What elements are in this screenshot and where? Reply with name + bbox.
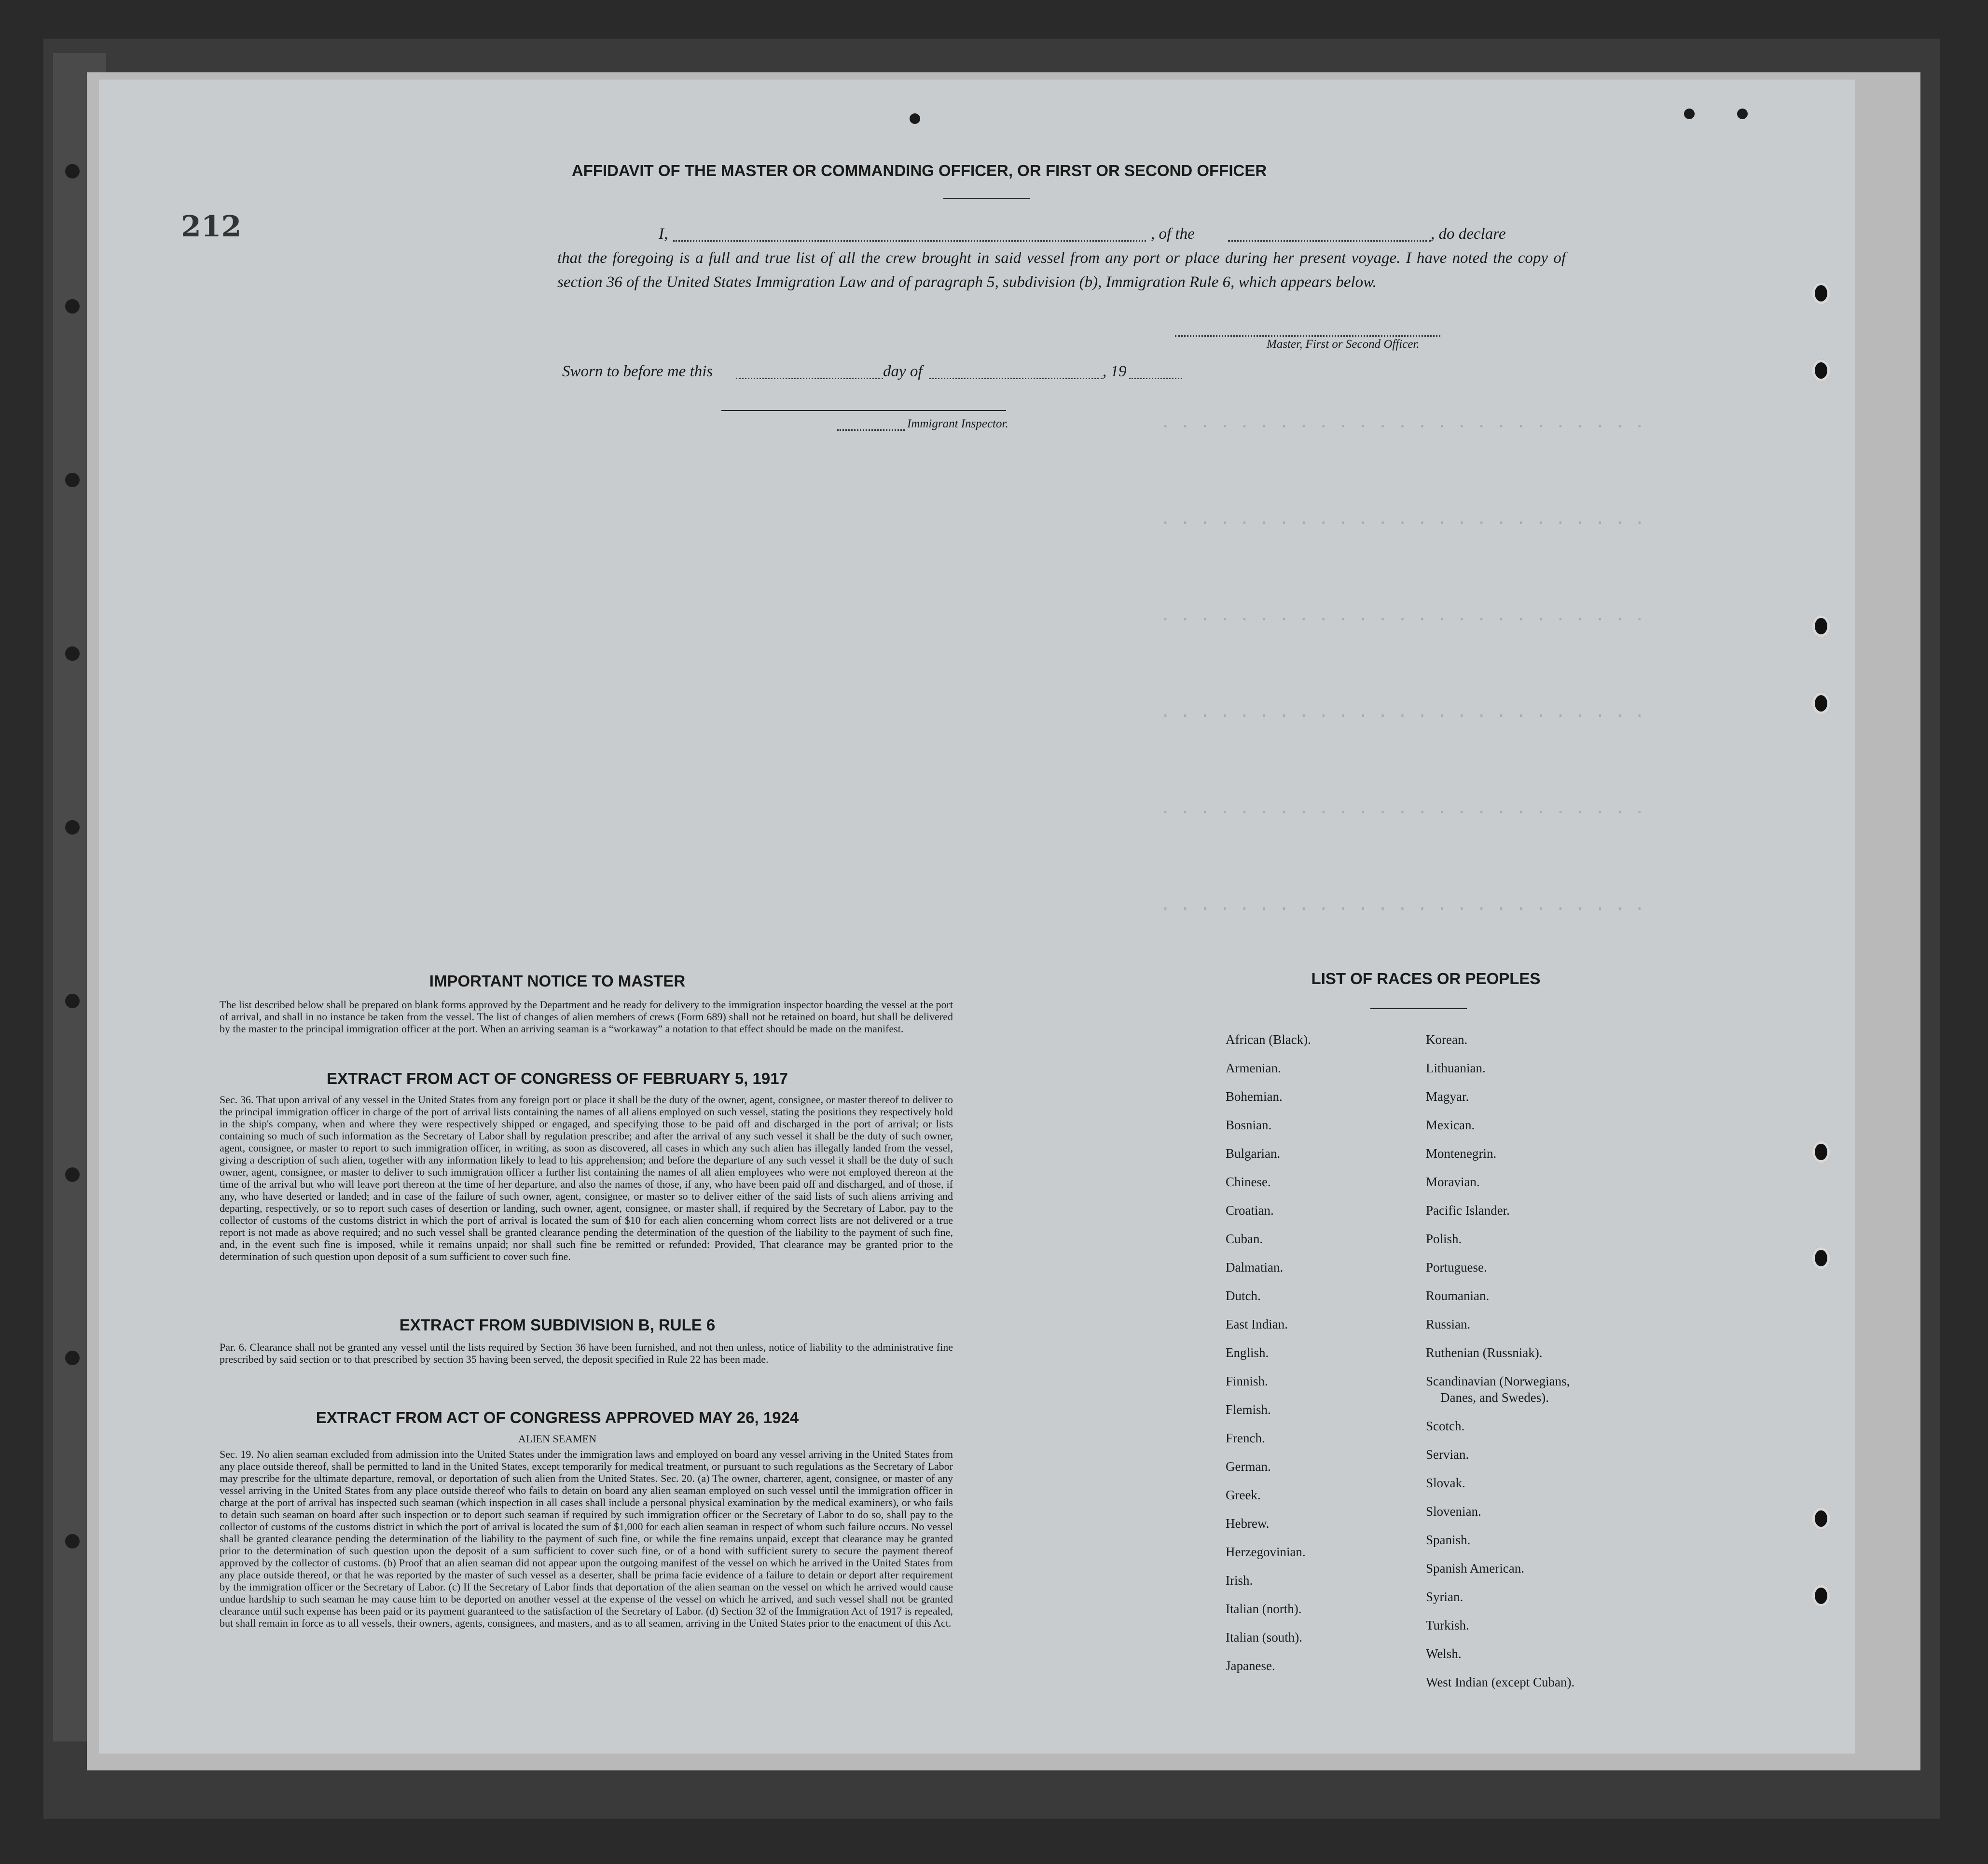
ring-hole: [1812, 1141, 1830, 1163]
inspector-signature-blank: [837, 429, 905, 431]
race-item: East Indian.: [1226, 1317, 1288, 1331]
race-item: French.: [1226, 1431, 1265, 1445]
binder-hole: [65, 299, 80, 314]
extract-1924-title: EXTRACT FROM ACT OF CONGRESS APPROVED MAY 26, 1924: [316, 1409, 799, 1426]
race-item: Spanish.: [1426, 1533, 1471, 1547]
race-item: Servian.: [1426, 1447, 1469, 1462]
race-item: Flemish.: [1226, 1402, 1271, 1417]
race-item: Chinese.: [1226, 1175, 1271, 1189]
notice-title: IMPORTANT NOTICE TO MASTER: [429, 972, 686, 990]
race-item: Polish.: [1426, 1232, 1462, 1246]
races-rule: [1370, 1008, 1467, 1009]
ring-hole: [1812, 1585, 1830, 1607]
affidavit-i-label: I,: [659, 225, 668, 243]
ring-hole: [1812, 282, 1830, 304]
race-item: Bulgarian.: [1226, 1146, 1281, 1161]
extract-rule6-body: Par. 6. Clearance shall not be granted any vessel until the lists required by Section 36 have been furnished, and not then unless, notice of liability to the administrative fine prescribed by said section or to that prescribed by section 35 having been served, the deposit specified in Rule 22 has been made.: [220, 1341, 953, 1365]
sworn-year-label: , 19: [1103, 363, 1127, 380]
punch-hole: [1684, 109, 1695, 119]
title-rule: [943, 198, 1030, 199]
binder-hole: [65, 164, 80, 178]
race-item: Bosnian.: [1226, 1118, 1272, 1132]
race-item: Korean.: [1426, 1032, 1468, 1047]
race-item: Greek.: [1226, 1488, 1261, 1502]
race-item: Mexican.: [1426, 1118, 1475, 1132]
extract-rule6-title: EXTRACT FROM SUBDIVISION B, RULE 6: [399, 1316, 716, 1334]
bleed-through-text: . . . . . . . . . . . . . . . . . . . . . . . . .: [1160, 895, 1645, 914]
race-item: Dutch.: [1226, 1288, 1261, 1303]
extract-1917-title: EXTRACT FROM ACT OF CONGRESS OF FEBRUARY 5, 1917: [327, 1069, 788, 1087]
race-item: Welsh.: [1426, 1646, 1462, 1661]
officer-signature-label: Master, First or Second Officer.: [1267, 338, 1420, 351]
race-item: Montenegrin.: [1426, 1146, 1497, 1161]
sworn-day-blank: [736, 378, 883, 379]
race-item: Finnish.: [1226, 1374, 1268, 1388]
page-number: 212: [181, 210, 242, 244]
race-item: Bohemian.: [1226, 1089, 1283, 1104]
race-item: Japanese.: [1226, 1658, 1275, 1673]
binder-hole: [65, 473, 80, 487]
race-item: Ruthenian (Russniak).: [1426, 1345, 1543, 1360]
bleed-through-text: . . . . . . . . . . . . . . . . . . . . . . . . .: [1160, 412, 1645, 432]
punch-hole: [910, 113, 920, 124]
notice-body: The list described below shall be prepared on blank forms approved by the Department and be ready for delivery to the immigration inspector boarding the vessel at the port of arrival, and shall in no instance be taken from the vessel. The list of changes of alien members of crews (Form 689) shall not be retained on board, but shall be delivered by the master to the principal immigration officer at the port. When an arriving seaman is a “workaway” a notation to that effect should be made on the manifest.: [220, 999, 953, 1035]
extract-1924-body: Sec. 19. No alien seaman excluded from admission into the United States under the immigration laws and employed on board any vessel arriving in the United States from any place outside thereof, shall be permitted to land in the United States, except temporarily for medical treatment, or pursuant to such regulations as the Secretary of Labor may prescribe for the ultimate departure, removal, or deportation of such alien from the United States. Sec. 20. (a) The owner, charterer, agent, consignee, or master of any vessel arriving in the United States from any place outside thereof who fails to detain on board any alien seaman employed on such vessel until the immigration officer in charge at the port of arrival has inspected such seaman (which inspection in all cases shall include a personal physical examination by the medical examiners), or who fails to detain such seaman on board after such inspection or to deport such seaman if required by such immigration officer or the Secretary of Labor to do so, shall pay to the collector of customs of the customs district in which the port of arrival is located the sum of $1,000 for each alien seaman in respect of whom such failure occurs. No vessel shall be granted clearance pending the determination of the liability to the payment of such fine, or while the fine remains unpaid, except that clearance may be granted prior to the determination of such question upon the deposit of a sum sufficient to cover such fine, or of a bond with sufficient surety to secure the payment thereof approved by the collector of customs. (b) Proof that an alien seaman did not appear upon the outgoing manifest of the vessel on which he arrived in the United States from any place outside thereof, or that he was reported by the master of such vessel as a deserter, shall be prima facie evidence of a failure to detain or deport after requirement by the immigration officer or the Secretary of Labor. (c) If the Secretary of Labor finds that deportation of the alien seaman on the vessel on which he arrived would cause undue hardship to such seaman he may cause him to be deported on another vessel at the expense of the vessel on which he arrived, and such vessel shall not be granted clearance until such expense has been paid or its payment guaranteed to the satisfaction of the Secretary of Labor. (d) Section 32 of the Immigration Act of 1917 is repealed, but shall remain in force as to all vessels, their owners, agents, consignees, and masters, and as to all seamen, arriving in the United States prior to the enactment of this Act.: [220, 1448, 953, 1629]
affidavit-of-label: , of the: [1151, 225, 1195, 243]
race-item: English.: [1226, 1345, 1269, 1360]
binder-hole: [65, 1534, 80, 1549]
ring-hole: [1812, 1508, 1830, 1530]
race-item: Portuguese.: [1426, 1260, 1487, 1275]
binder-hole: [65, 1167, 80, 1182]
binder-hole: [65, 994, 80, 1008]
bleed-through-text: . . . . . . . . . . . . . . . . . . . . . . . . .: [1160, 702, 1645, 721]
race-item: Italian (north).: [1226, 1602, 1302, 1616]
race-item: Scotch.: [1426, 1419, 1465, 1433]
race-item: Scandinavian (Norwegians,: [1426, 1374, 1570, 1388]
binder-hole: [65, 646, 80, 661]
race-item: Danes, and Swedes).: [1440, 1390, 1549, 1405]
race-item: Magyar.: [1426, 1089, 1469, 1104]
race-item: Syrian.: [1426, 1590, 1463, 1604]
race-item: Spanish American.: [1426, 1561, 1524, 1576]
race-item: Roumanian.: [1426, 1288, 1490, 1303]
races-title: LIST OF RACES OR PEOPLES: [1311, 970, 1541, 987]
bleed-through-text: . . . . . . . . . . . . . . . . . . . . . . . . .: [1160, 605, 1645, 625]
punch-hole: [1737, 109, 1748, 119]
sworn-month-blank: [929, 378, 1103, 379]
race-item: Slovak.: [1426, 1476, 1465, 1490]
race-item: Italian (south).: [1226, 1630, 1302, 1645]
race-item: Turkish.: [1426, 1618, 1469, 1632]
extract-1917-body: Sec. 36. That upon arrival of any vessel in the United States from any foreign port or place it shall be the duty of the owner, agent, consignee, or master thereof to deliver to the principal immigration officer in charge of the port of arrival lists containing the names of all aliens employed on such vessel, stating the positions they respectively hold in the ship's company, when and where they were respectively shipped or engaged, and specifying those to be paid off and discharged in the port of arrival; or lists containing so much of such information as the Secretary of Labor shall by regulation prescribe; and after the arrival of any such vessel it shall be the duty of such owner, agent, consignee, or master to report to such immigration officer, in writing, as soon as discovered, all cases in which any such alien has illegally landed from the vessel, giving a description of such alien, together with any information likely to lead to his apprehension; and before the departure of any such vessel it shall be the duty of such owner, agent, consignee, or master to deliver to such immigration officer a further list containing the names of all alien employees who were not employed thereon at the time of the arrival but who will leave port thereon at the time of her departure, and also the names of those, if any, who have been paid off and discharged, and of those, if any, who have deserted or landed; and in case of the failure of such owner, agent, consignee, or master so to deliver either of the said lists of such aliens arriving and departing, respectively, or so to report such cases of desertion or landing, such owner, agent, consignee, or master shall, if required by the Secretary of Labor, pay to the collector of customs of the customs district in which the port of arrival is located the sum of $10 for each alien concerning whom correct lists are not delivered or a true report is not made as above required; and no such vessel shall be granted clearance pending the determination of the question of the liability to the payment of such fine, and, in the event such fine is imposed, while it remains unpaid; nor shall such fine be remitted or refunded: Provided, That clearance may be granted prior to the determination of such question upon deposit of a sum sufficient to cover such fine.: [220, 1094, 953, 1262]
vessel-blank: [1228, 240, 1431, 242]
race-item: Pacific Islander.: [1426, 1203, 1510, 1218]
officer-signature-blank: [1175, 335, 1440, 337]
race-item: Croatian.: [1226, 1203, 1274, 1218]
race-item: Lithuanian.: [1426, 1061, 1486, 1075]
binder-hole: [65, 1351, 80, 1365]
race-item: Hebrew.: [1226, 1516, 1270, 1531]
sworn-dayof-label: day of: [883, 363, 923, 380]
race-item: West Indian (except Cuban).: [1426, 1675, 1575, 1689]
race-item: Moravian.: [1426, 1175, 1480, 1189]
inspector-rule: [721, 410, 1006, 411]
manifest-sheet: [99, 80, 1855, 1754]
race-item: German.: [1226, 1459, 1271, 1474]
race-item: Herzegovinian.: [1226, 1545, 1306, 1559]
race-item: Cuban.: [1226, 1232, 1263, 1246]
ring-hole: [1812, 359, 1830, 382]
bleed-through-text: . . . . . . . . . . . . . . . . . . . . . . . . .: [1160, 509, 1645, 528]
ring-hole: [1812, 692, 1830, 714]
race-item: Armenian.: [1226, 1061, 1281, 1075]
binder-hole: [65, 820, 80, 835]
extract-1924-subtitle: ALIEN SEAMEN: [518, 1433, 596, 1445]
race-item: Dalmatian.: [1226, 1260, 1284, 1275]
affidavit-body: that the foregoing is a full and true list of all the crew brought in said vessel from any port or place during her present voyage. I have noted the copy of section 36 of the United States Immigration Law and of paragraph 5, subdivision (b), Immigration Rule 6, which appears below.: [557, 249, 1566, 291]
race-item: Irish.: [1226, 1573, 1253, 1588]
race-item: African (Black).: [1226, 1032, 1311, 1047]
bleed-through-text: . . . . . . . . . . . . . . . . . . . . . . . . .: [1160, 798, 1645, 818]
affidavit-title: AFFIDAVIT OF THE MASTER OR COMMANDING OFFICER, OR FIRST OR SECOND OFFICER: [571, 162, 1267, 179]
inspector-signature-label: Immigrant Inspector.: [907, 417, 1008, 430]
race-item: Russian.: [1426, 1317, 1471, 1331]
ring-hole: [1812, 1247, 1830, 1269]
affidavit-declare-label: , do declare: [1431, 225, 1506, 243]
race-item: Slovenian.: [1426, 1504, 1481, 1519]
name-blank: [673, 240, 1146, 242]
sworn-label: Sworn to before me this: [562, 363, 713, 380]
ring-hole: [1812, 615, 1830, 637]
sworn-year-blank: [1129, 378, 1182, 379]
